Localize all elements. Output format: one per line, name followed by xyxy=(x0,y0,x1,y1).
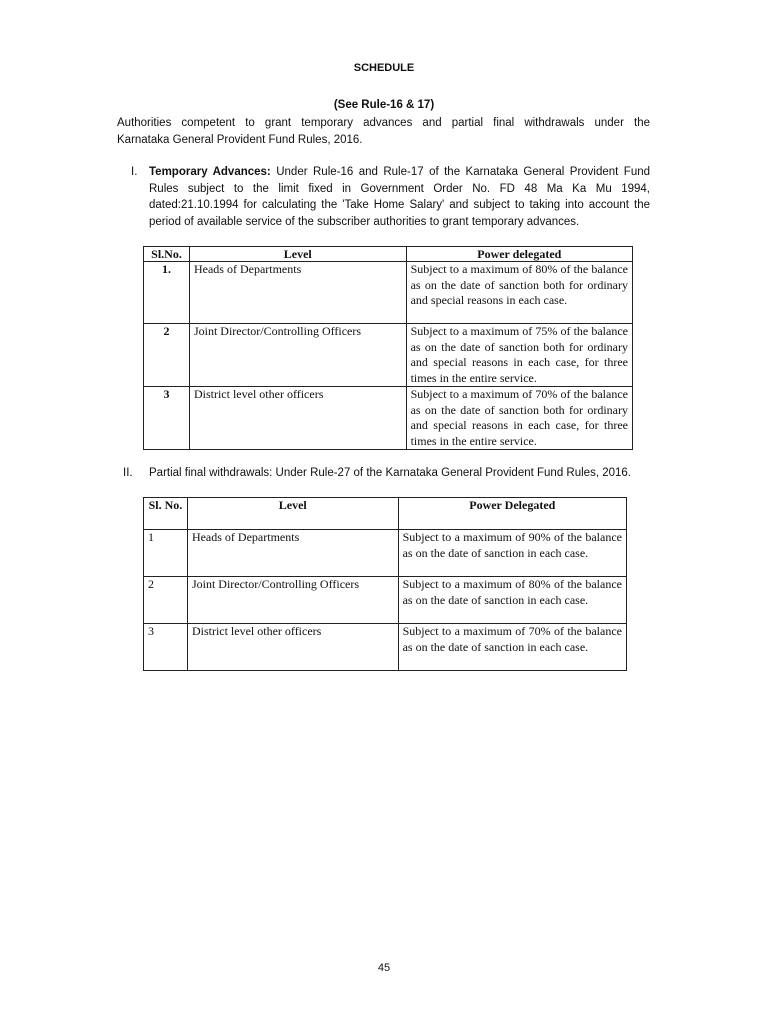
column-header: Level xyxy=(189,247,406,262)
temporary-advances-table xyxy=(143,246,633,450)
level-cell: Heads of Departments xyxy=(189,262,406,324)
column-header xyxy=(144,498,188,530)
table-row xyxy=(144,324,633,387)
section1-marker: I. xyxy=(131,166,138,178)
power-cell: Subject to a maximum of 80% of the balance as on the date of sanction both for ordinary and special reasons in each case. xyxy=(406,262,632,324)
intro-paragraph xyxy=(117,115,650,148)
table-row xyxy=(144,387,633,450)
section1-line: dated:21.10.1994 for calculating the 'Take Home Salary' and subject to taking into account the xyxy=(149,199,650,211)
level-cell: District level other officers xyxy=(187,624,398,671)
level-cell: Joint Director/Controlling Officers xyxy=(187,577,398,624)
power-cell: Subject to a maximum of 90% of the balance as on the date of sanction in each case. xyxy=(398,530,626,577)
partial-withdrawals-table xyxy=(143,497,627,671)
table-header-row xyxy=(144,498,627,530)
page-subtitle: (See Rule-16 & 17) xyxy=(333,99,435,111)
column-header: Power delegated xyxy=(406,247,632,262)
section1-paragraph xyxy=(149,164,650,230)
sl-cell: 3 xyxy=(144,387,190,450)
table-row xyxy=(144,262,633,324)
table-row xyxy=(144,624,627,671)
column-header: Sl.No. xyxy=(144,247,190,262)
column-header: Power Delegated xyxy=(398,498,626,530)
sl-cell: 2 xyxy=(144,577,188,624)
power-cell: Subject to a maximum of 70% of the balance as on the date of sanction both for ordinary and special reasons in each case, for three times in the entire service. xyxy=(406,387,632,450)
sl-cell: 1. xyxy=(144,262,190,324)
page-number: 45 xyxy=(377,962,391,974)
column-header-text: Sl. No. xyxy=(148,498,183,512)
section1-line: Rules subject to the limit fixed in Government Order No. FD 48 Ma Ka Mu 1994, xyxy=(149,182,650,195)
page-title: SCHEDULE xyxy=(353,62,415,74)
sl-cell: 3 xyxy=(144,624,188,671)
level-cell: Heads of Departments xyxy=(187,530,398,577)
table-row xyxy=(144,577,627,624)
section1-heading: Temporary Advances: xyxy=(149,166,271,178)
section2-marker: II. xyxy=(123,467,133,479)
table-header-row xyxy=(144,247,633,262)
level-cell: District level other officers xyxy=(189,387,406,450)
sl-cell: 2 xyxy=(144,324,190,387)
section2-text: Partial final withdrawals: Under Rule-27 of the Karnataka General Provident Fund Rules, 2016. xyxy=(149,467,631,479)
column-header: Level xyxy=(187,498,398,530)
sl-cell: 1 xyxy=(144,530,188,577)
power-cell: Subject to a maximum of 75% of the balance as on the date of sanction both for ordinary and special reasons in each case, for three times in the entire service. xyxy=(406,324,632,387)
level-cell: Joint Director/Controlling Officers xyxy=(189,324,406,387)
table-row xyxy=(144,530,627,577)
section1-line: period of available service of the subscriber authorities to grant temporary advances. xyxy=(149,215,580,228)
intro-line: Karnataka General Provident Fund Rules, 2016. xyxy=(117,133,363,146)
power-cell: Subject to a maximum of 80% of the balance as on the date of sanction in each case. xyxy=(398,577,626,624)
intro-line: Authorities competent to grant temporary advances and partial final withdrawals under the xyxy=(117,117,650,129)
section1-line: Under Rule-16 and Rule-17 of the Karnataka General Provident Fund xyxy=(270,166,651,178)
power-cell: Subject to a maximum of 70% of the balance as on the date of sanction in each case. xyxy=(398,624,626,671)
